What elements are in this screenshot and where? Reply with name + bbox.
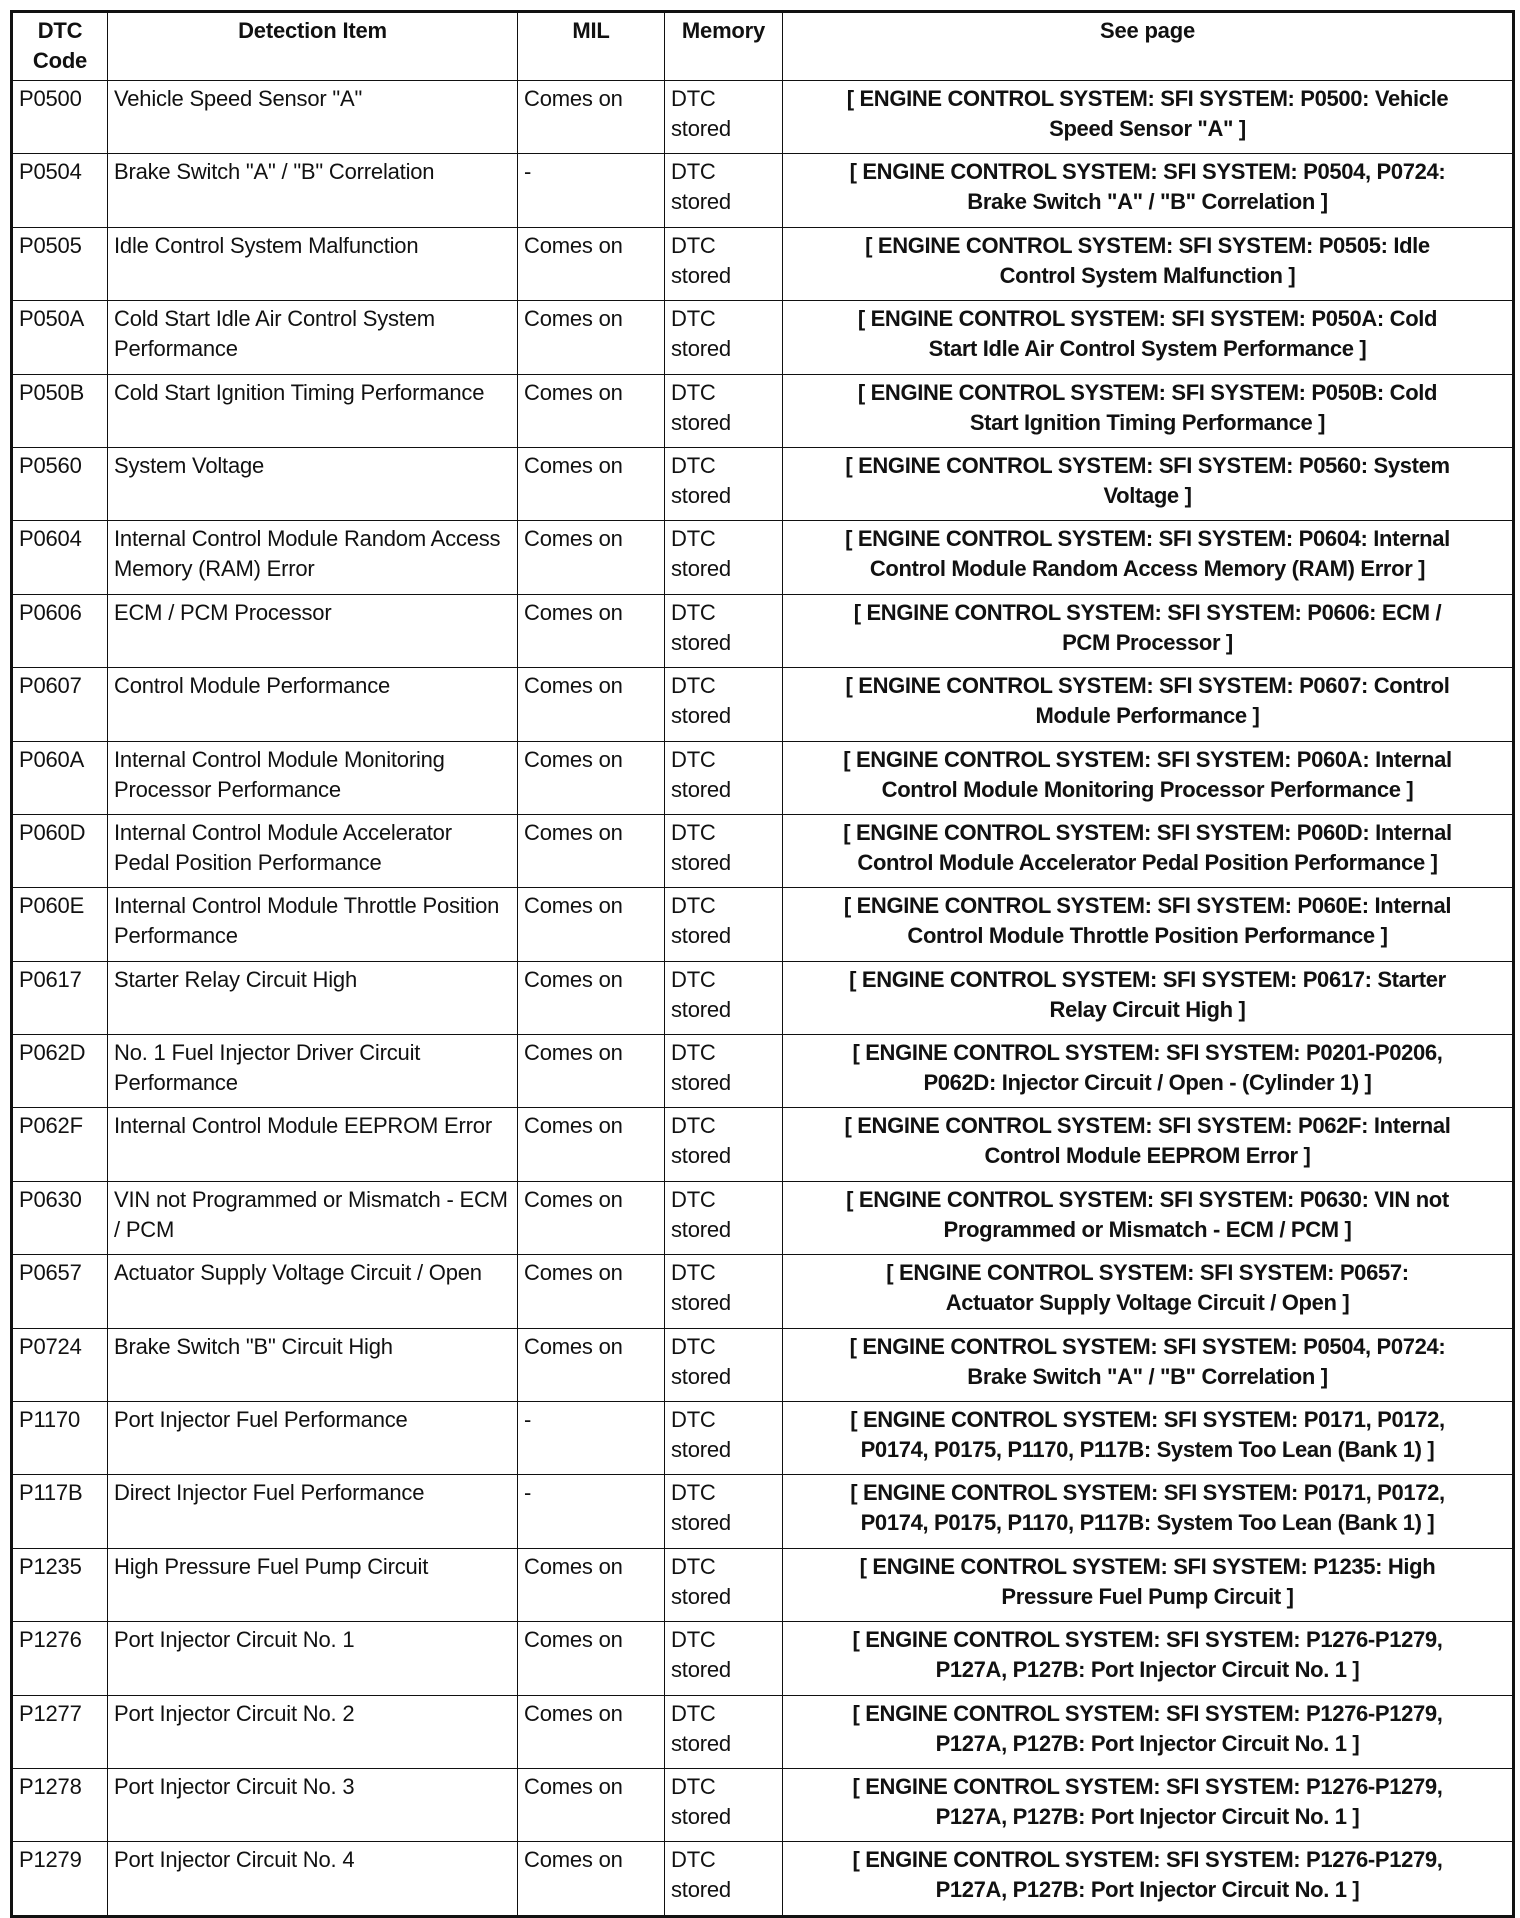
dtc-code-cell: P1279	[12, 1842, 108, 1916]
detection-item-cell: High Pressure Fuel Pump Circuit	[108, 1548, 518, 1621]
table-row	[12, 1328, 1514, 1401]
memory-cell: DTC stored	[665, 1108, 783, 1181]
mil-cell: Comes on	[518, 594, 665, 667]
see-page-line[interactable]: P127A, P127B: Port Injector Circuit No. 1 ]	[935, 1803, 1360, 1829]
see-page-link[interactable]	[783, 227, 1514, 300]
detection-item-cell: Port Injector Fuel Performance	[108, 1402, 518, 1475]
see-page-link[interactable]	[783, 447, 1514, 520]
see-page-link[interactable]	[783, 1548, 1514, 1621]
see-page-line[interactable]: [ ENGINE CONTROL SYSTEM: SFI SYSTEM: P0657:	[886, 1260, 1409, 1286]
memory-cell: DTC stored	[665, 1842, 783, 1916]
see-page-line[interactable]: Control Module Accelerator Pedal Position Performance ]	[857, 849, 1438, 875]
see-page-line[interactable]: Start Ignition Timing Performance ]	[969, 409, 1326, 435]
see-page-link[interactable]	[783, 1475, 1514, 1548]
mil-cell: Comes on	[518, 1328, 665, 1401]
header-mil: MIL	[518, 12, 665, 81]
mil-cell: Comes on	[518, 227, 665, 300]
dtc-code-cell: P1277	[12, 1695, 108, 1768]
see-page-line[interactable]: [ ENGINE CONTROL SYSTEM: SFI SYSTEM: P0504, P0724:	[849, 159, 1446, 185]
mil-cell: Comes on	[518, 1035, 665, 1108]
see-page-line[interactable]: [ ENGINE CONTROL SYSTEM: SFI SYSTEM: P1276-P1279,	[852, 1847, 1443, 1873]
detection-item-cell: Cold Start Idle Air Control System Performance	[108, 301, 518, 374]
header-dtc-line1: DTC	[37, 18, 83, 43]
memory-cell: DTC stored	[665, 1255, 783, 1328]
see-page-line[interactable]: Brake Switch "A" / "B" Correlation ]	[967, 1363, 1328, 1389]
see-page-link[interactable]	[783, 1255, 1514, 1328]
mil-cell: Comes on	[518, 668, 665, 741]
table-row	[12, 1768, 1514, 1841]
header-dtc-line2: Code	[32, 48, 88, 73]
table-row	[12, 1475, 1514, 1548]
memory-cell: DTC stored	[665, 1768, 783, 1841]
see-page-link[interactable]	[783, 1328, 1514, 1401]
see-page-line[interactable]: [ ENGINE CONTROL SYSTEM: SFI SYSTEM: P062F: Internal	[844, 1113, 1451, 1139]
see-page-link[interactable]	[783, 961, 1514, 1034]
table-row	[12, 447, 1514, 520]
see-page-line[interactable]: P127A, P127B: Port Injector Circuit No. 1 ]	[935, 1877, 1360, 1903]
see-page-link[interactable]	[783, 374, 1514, 447]
memory-cell: DTC stored	[665, 814, 783, 887]
mil-cell: Comes on	[518, 1695, 665, 1768]
see-page-link[interactable]	[783, 521, 1514, 594]
see-page-line[interactable]: [ ENGINE CONTROL SYSTEM: SFI SYSTEM: P1235: High	[859, 1553, 1436, 1579]
dtc-code-cell: P0607	[12, 668, 108, 741]
mil-cell: Comes on	[518, 81, 665, 154]
dtc-code-cell: P060E	[12, 888, 108, 961]
detection-item-cell: Port Injector Circuit No. 1	[108, 1622, 518, 1695]
see-page-line[interactable]: Brake Switch "A" / "B" Correlation ]	[967, 189, 1328, 215]
table-row	[12, 1402, 1514, 1475]
detection-item-cell: Port Injector Circuit No. 3	[108, 1768, 518, 1841]
see-page-link[interactable]	[783, 1181, 1514, 1254]
mil-cell: Comes on	[518, 961, 665, 1034]
dtc-code-cell: P060A	[12, 741, 108, 814]
see-page-line[interactable]: [ ENGINE CONTROL SYSTEM: SFI SYSTEM: P0201-P0206,	[852, 1040, 1443, 1066]
table-row	[12, 1842, 1514, 1916]
see-page-line[interactable]: P0174, P0175, P1170, P117B: System Too Lean (Bank 1) ]	[860, 1510, 1435, 1536]
see-page-line[interactable]: [ ENGINE CONTROL SYSTEM: SFI SYSTEM: P0606: ECM /	[853, 599, 1442, 625]
dtc-code-cell: P117B	[12, 1475, 108, 1548]
see-page-line[interactable]: [ ENGINE CONTROL SYSTEM: SFI SYSTEM: P0505: Idle	[865, 232, 1430, 258]
see-page-line[interactable]: Relay Circuit High ]	[1049, 996, 1246, 1022]
mil-cell: Comes on	[518, 1622, 665, 1695]
memory-cell: DTC stored	[665, 1475, 783, 1548]
see-page-line[interactable]: [ ENGINE CONTROL SYSTEM: SFI SYSTEM: P0607: Control	[845, 673, 1450, 699]
detection-item-cell: Starter Relay Circuit High	[108, 961, 518, 1034]
see-page-link[interactable]	[783, 301, 1514, 374]
detection-item-cell: Internal Control Module Monitoring Processor Performance	[108, 741, 518, 814]
see-page-link[interactable]	[783, 1108, 1514, 1181]
detection-item-cell: Internal Control Module Throttle Position Performance	[108, 888, 518, 961]
detection-item-cell: ECM / PCM Processor	[108, 594, 518, 667]
dtc-code-cell: P050B	[12, 374, 108, 447]
dtc-code-cell: P0630	[12, 1181, 108, 1254]
dtc-code-cell: P0617	[12, 961, 108, 1034]
see-page-line[interactable]: P127A, P127B: Port Injector Circuit No. 1 ]	[935, 1657, 1360, 1683]
see-page-line[interactable]: [ ENGINE CONTROL SYSTEM: SFI SYSTEM: P0604: Internal	[845, 526, 1450, 552]
table-row	[12, 154, 1514, 227]
see-page-line[interactable]: PCM Processor ]	[1062, 629, 1233, 655]
mil-cell: -	[518, 1475, 665, 1548]
see-page-line[interactable]: [ ENGINE CONTROL SYSTEM: SFI SYSTEM: P0617: Starter	[849, 966, 1446, 992]
detection-item-cell: Direct Injector Fuel Performance	[108, 1475, 518, 1548]
table-row	[12, 374, 1514, 447]
see-page-line[interactable]: [ ENGINE CONTROL SYSTEM: SFI SYSTEM: P060D: Internal	[843, 819, 1452, 845]
detection-item-cell: Internal Control Module Random Access Memory (RAM) Error	[108, 521, 518, 594]
see-page-line[interactable]: [ ENGINE CONTROL SYSTEM: SFI SYSTEM: P050A: Cold	[857, 306, 1438, 332]
dtc-code-cell: P050A	[12, 301, 108, 374]
see-page-link[interactable]	[783, 594, 1514, 667]
detection-item-cell: Brake Switch "B" Circuit High	[108, 1328, 518, 1401]
see-page-line[interactable]: Control Module Random Access Memory (RAM) Error ]	[869, 556, 1426, 582]
memory-cell: DTC stored	[665, 1181, 783, 1254]
mil-cell: Comes on	[518, 1768, 665, 1841]
table-row	[12, 1548, 1514, 1621]
mil-cell: Comes on	[518, 1255, 665, 1328]
mil-cell: Comes on	[518, 1842, 665, 1916]
memory-cell: DTC stored	[665, 301, 783, 374]
header-dtc-code	[12, 12, 108, 81]
detection-item-cell: VIN not Programmed or Mismatch - ECM / PCM	[108, 1181, 518, 1254]
see-page-line[interactable]: [ ENGINE CONTROL SYSTEM: SFI SYSTEM: P0504, P0724:	[849, 1333, 1446, 1359]
see-page-line[interactable]: Speed Sensor "A" ]	[1049, 116, 1246, 141]
header-row	[12, 12, 1514, 81]
table-row	[12, 1181, 1514, 1254]
dtc-code-cell: P0500	[12, 81, 108, 154]
memory-cell: DTC stored	[665, 154, 783, 227]
mil-cell: Comes on	[518, 374, 665, 447]
table-row	[12, 668, 1514, 741]
table-row	[12, 1108, 1514, 1181]
see-page-line[interactable]: [ ENGINE CONTROL SYSTEM: SFI SYSTEM: P060E: Internal	[843, 893, 1452, 919]
dtc-code-cell: P1278	[12, 1768, 108, 1841]
memory-cell: DTC stored	[665, 1035, 783, 1108]
header-see-page: See page	[783, 12, 1514, 81]
dtc-code-cell: P1170	[12, 1402, 108, 1475]
dtc-table	[10, 10, 1515, 1918]
dtc-code-cell: P0505	[12, 227, 108, 300]
see-page-link[interactable]	[783, 1842, 1514, 1916]
see-page-line[interactable]: Control Module EEPROM Error ]	[984, 1143, 1311, 1169]
memory-cell: DTC stored	[665, 374, 783, 447]
detection-item-cell: Port Injector Circuit No. 2	[108, 1695, 518, 1768]
memory-cell: DTC stored	[665, 447, 783, 520]
memory-cell: DTC stored	[665, 1622, 783, 1695]
dtc-code-cell: P0560	[12, 447, 108, 520]
mil-cell: -	[518, 154, 665, 227]
see-page-link[interactable]	[783, 1622, 1514, 1695]
see-page-link[interactable]	[783, 1402, 1514, 1475]
see-page-line[interactable]: [ ENGINE CONTROL SYSTEM: SFI SYSTEM: P050B: Cold	[857, 379, 1438, 405]
mil-cell: Comes on	[518, 1181, 665, 1254]
detection-item-cell: Control Module Performance	[108, 668, 518, 741]
memory-cell: DTC stored	[665, 668, 783, 741]
table-row	[12, 594, 1514, 667]
see-page-line[interactable]: Voltage ]	[1103, 482, 1192, 508]
detection-item-cell: Vehicle Speed Sensor "A"	[108, 81, 518, 154]
table-row	[12, 521, 1514, 594]
mil-cell: Comes on	[518, 447, 665, 520]
mil-cell: -	[518, 1402, 665, 1475]
see-page-line[interactable]: [ ENGINE CONTROL SYSTEM: SFI SYSTEM: P1276-P1279,	[852, 1627, 1443, 1653]
detection-item-cell: Internal Control Module Accelerator Pedal Position Performance	[108, 814, 518, 887]
see-page-line[interactable]: Pressure Fuel Pump Circuit ]	[1001, 1583, 1294, 1609]
see-page-link[interactable]	[783, 1695, 1514, 1768]
dtc-code-cell: P060D	[12, 814, 108, 887]
memory-cell: DTC stored	[665, 81, 783, 154]
detection-item-cell: Cold Start Ignition Timing Performance	[108, 374, 518, 447]
see-page-line[interactable]: Start Idle Air Control System Performance ]	[928, 336, 1367, 362]
mil-cell: Comes on	[518, 1548, 665, 1621]
see-page-link[interactable]	[783, 1035, 1514, 1108]
see-page-link[interactable]	[783, 81, 1514, 154]
see-page-line[interactable]: Control System Malfunction ]	[999, 262, 1296, 288]
table-row	[12, 814, 1514, 887]
table-row	[12, 961, 1514, 1034]
dtc-code-cell: P1235	[12, 1548, 108, 1621]
memory-cell: DTC stored	[665, 1328, 783, 1401]
table-row	[12, 1695, 1514, 1768]
dtc-code-cell: P0606	[12, 594, 108, 667]
memory-cell: DTC stored	[665, 888, 783, 961]
header-detection-item: Detection Item	[108, 12, 518, 81]
see-page-link[interactable]	[783, 888, 1514, 961]
dtc-code-cell: P0604	[12, 521, 108, 594]
mil-cell: Comes on	[518, 814, 665, 887]
dtc-code-cell: P0504	[12, 154, 108, 227]
see-page-line[interactable]: [ ENGINE CONTROL SYSTEM: SFI SYSTEM: P0171, P0172,	[850, 1480, 1445, 1506]
see-page-line[interactable]: P127A, P127B: Port Injector Circuit No. 1 ]	[935, 1730, 1360, 1756]
mil-cell: Comes on	[518, 1108, 665, 1181]
see-page-line[interactable]: Control Module Throttle Position Performance ]	[907, 923, 1388, 949]
memory-cell: DTC stored	[665, 521, 783, 594]
dtc-code-cell: P062F	[12, 1108, 108, 1181]
see-page-line[interactable]: Programmed or Mismatch - ECM / PCM ]	[943, 1216, 1352, 1242]
see-page-line[interactable]: Actuator Supply Voltage Circuit / Open ]	[945, 1290, 1350, 1316]
detection-item-cell: System Voltage	[108, 447, 518, 520]
table-row	[12, 741, 1514, 814]
table-row	[12, 1035, 1514, 1108]
see-page-line[interactable]: P062D: Injector Circuit / Open - (Cylinder 1) ]	[923, 1070, 1372, 1096]
table-row	[12, 1622, 1514, 1695]
see-page-line[interactable]: Control Module Monitoring Processor Performance ]	[881, 776, 1414, 802]
see-page-line[interactable]: P0174, P0175, P1170, P117B: System Too Lean (Bank 1) ]	[860, 1437, 1435, 1463]
see-page-link[interactable]	[783, 741, 1514, 814]
memory-cell: DTC stored	[665, 741, 783, 814]
see-page-line[interactable]: [ ENGINE CONTROL SYSTEM: SFI SYSTEM: P1276-P1279,	[852, 1700, 1443, 1726]
memory-cell: DTC stored	[665, 1402, 783, 1475]
detection-item-cell: Brake Switch "A" / "B" Correlation	[108, 154, 518, 227]
memory-cell: DTC stored	[665, 227, 783, 300]
detection-item-cell: Actuator Supply Voltage Circuit / Open	[108, 1255, 518, 1328]
memory-cell: DTC stored	[665, 594, 783, 667]
see-page-line[interactable]: [ ENGINE CONTROL SYSTEM: SFI SYSTEM: P0500: Vehicle	[846, 86, 1449, 111]
dtc-code-cell: P1276	[12, 1622, 108, 1695]
detection-item-cell: Port Injector Circuit No. 4	[108, 1842, 518, 1916]
detection-item-cell: Internal Control Module EEPROM Error	[108, 1108, 518, 1181]
memory-cell: DTC stored	[665, 1548, 783, 1621]
detection-item-cell: No. 1 Fuel Injector Driver Circuit Performance	[108, 1035, 518, 1108]
mil-cell: Comes on	[518, 301, 665, 374]
see-page-link[interactable]	[783, 668, 1514, 741]
table-row	[12, 81, 1514, 154]
mil-cell: Comes on	[518, 888, 665, 961]
mil-cell: Comes on	[518, 741, 665, 814]
see-page-line[interactable]: [ ENGINE CONTROL SYSTEM: SFI SYSTEM: P060A: Internal	[843, 746, 1452, 772]
memory-cell: DTC stored	[665, 1695, 783, 1768]
see-page-link[interactable]	[783, 154, 1514, 227]
dtc-code-cell: P0724	[12, 1328, 108, 1401]
see-page-line[interactable]: Module Performance ]	[1035, 703, 1260, 729]
table-row	[12, 888, 1514, 961]
see-page-line[interactable]: [ ENGINE CONTROL SYSTEM: SFI SYSTEM: P0171, P0172,	[850, 1407, 1445, 1433]
memory-cell: DTC stored	[665, 961, 783, 1034]
header-memory: Memory	[665, 12, 783, 81]
see-page-line[interactable]: [ ENGINE CONTROL SYSTEM: SFI SYSTEM: P0630: VIN not	[846, 1186, 1449, 1212]
table-row	[12, 227, 1514, 300]
mil-cell: Comes on	[518, 521, 665, 594]
detection-item-cell: Idle Control System Malfunction	[108, 227, 518, 300]
see-page-link[interactable]	[783, 814, 1514, 887]
see-page-link[interactable]	[783, 1768, 1514, 1841]
table-row	[12, 301, 1514, 374]
dtc-code-cell: P062D	[12, 1035, 108, 1108]
table-row	[12, 1255, 1514, 1328]
dtc-code-cell: P0657	[12, 1255, 108, 1328]
see-page-line[interactable]: [ ENGINE CONTROL SYSTEM: SFI SYSTEM: P0560: System	[845, 452, 1450, 478]
see-page-line[interactable]: [ ENGINE CONTROL SYSTEM: SFI SYSTEM: P1276-P1279,	[852, 1773, 1443, 1799]
